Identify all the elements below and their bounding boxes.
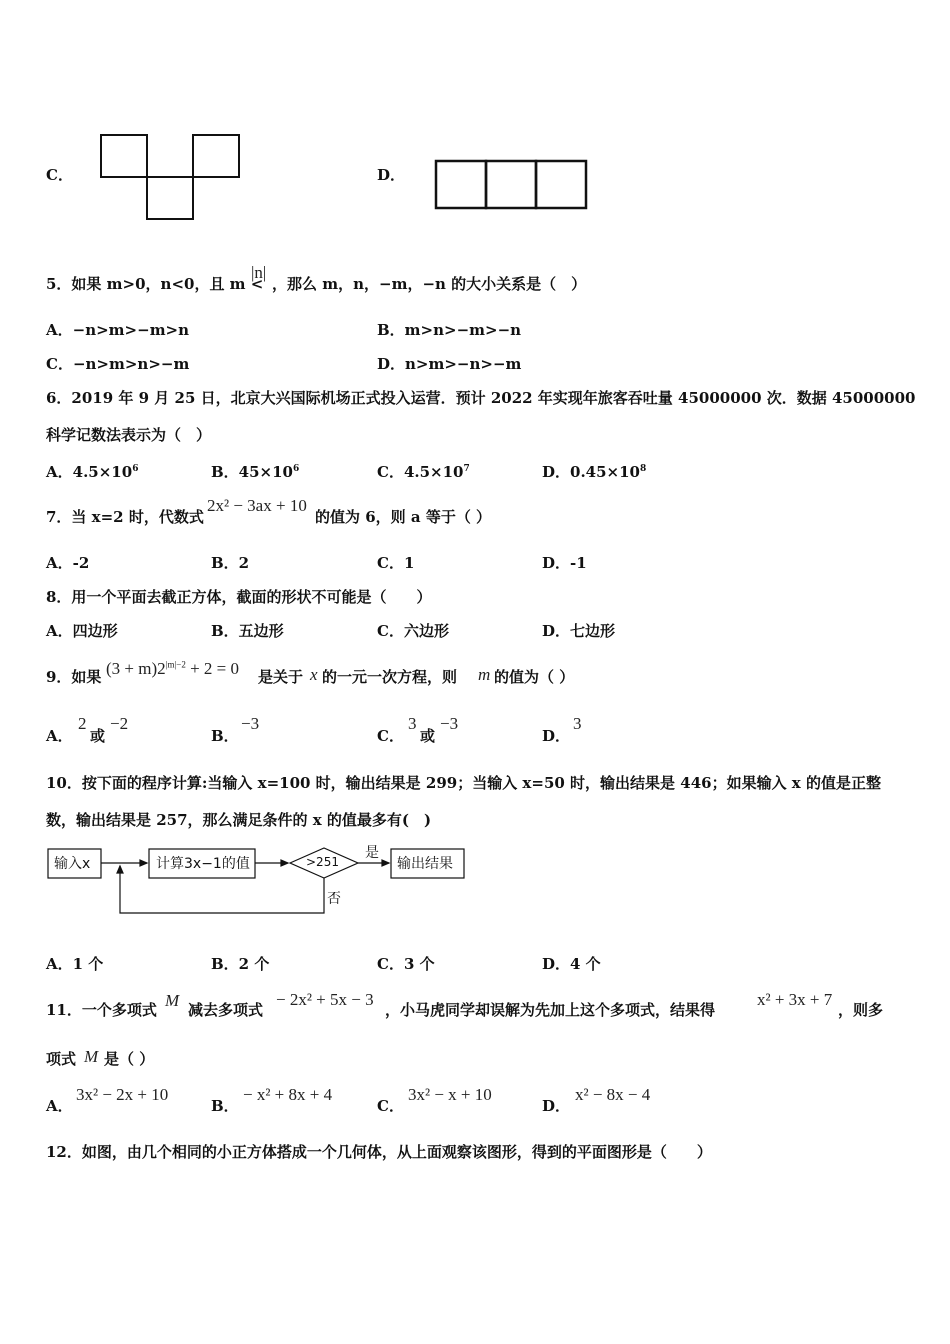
q10-option-b[interactable]: B．2 个 — [211, 955, 270, 973]
q7-stem-a: 7．当 x=2 时，代数式 — [46, 508, 204, 526]
q7-option-a[interactable]: A．-2 — [46, 554, 90, 572]
q9-option-d-label[interactable]: D． — [542, 727, 571, 745]
q9-stem-b: 是关于 — [258, 668, 304, 686]
q8-option-d[interactable]: D．七边形 — [542, 622, 616, 640]
flow-no-label: 否 — [327, 891, 341, 907]
q8-stem: 8．用一个平面去截正方体，截面的形状不可能是（ ） — [46, 588, 432, 606]
q9-stem-c: 的一元一次方程，则 — [322, 668, 458, 686]
q11-stem-b: 减去多项式 — [188, 1001, 264, 1019]
q6-option-a[interactable]: A．$4.5\times 10^6$ — [46, 463, 139, 481]
q11-option-a-label[interactable]: A． — [46, 1097, 73, 1115]
q9-var-m: m — [478, 665, 491, 684]
q5-option-c[interactable]: C．−n>m>n>−m — [46, 355, 190, 373]
q5-abs-n: |n| — [251, 263, 267, 282]
q6-option-d[interactable]: D．$0.45\times 10^8$ — [542, 463, 647, 481]
q10-option-d[interactable]: D．4 个 — [542, 955, 601, 973]
flow-compute-label: 计算3x−1的值 — [156, 856, 250, 872]
flow-input-label: 输入x — [54, 856, 91, 872]
q11-option-c-label[interactable]: C． — [377, 1097, 404, 1115]
q11-line2-b: 是（ ） — [104, 1050, 155, 1068]
q10-option-a[interactable]: A．1 个 — [46, 955, 104, 973]
q5-option-d[interactable]: D．n>m>−n>−m — [377, 355, 522, 373]
q11-expr1: − 2x² + 5x − 3 — [276, 990, 374, 1009]
q8-option-b[interactable]: B．五边形 — [211, 622, 284, 640]
q8-option-c[interactable]: C．六边形 — [377, 622, 449, 640]
q11-option-c-expr: 3x² − x + 10 — [408, 1085, 492, 1104]
option-d-label[interactable]: D． — [377, 166, 406, 184]
q9-option-a-v1: 2 — [78, 714, 87, 733]
q12-stem: 12．如图，由几个相同的小正方体搭成一个几何体，从上面观察该图形，得到的平面图形是（ ） — [46, 1143, 712, 1161]
q6-line2: 科学记数法表示为（ ） — [46, 426, 212, 444]
q6-option-b[interactable]: B．$45\times 10^6$ — [211, 463, 300, 481]
q9-stem-d: 的值为（ ） — [494, 668, 575, 686]
flow-yes-label: 是 — [365, 845, 379, 861]
q10-line2: 数，输出结果是 257，那么满足条件的 x 的值最多有( ) — [46, 811, 432, 829]
flow-output-label: 输出结果 — [397, 856, 453, 872]
q5-option-a[interactable]: A．−n>m>−m>n — [46, 321, 190, 339]
q9-option-c-v1: 3 — [408, 714, 417, 733]
q10-line1: 10．按下面的程序计算:当输入 x=100 时，输出结果是 299；当输入 x=50 时，输出结果是 446；如果输入 x 的值是正整 — [46, 774, 881, 792]
q9-var-x: x — [310, 665, 318, 684]
q7-stem-b: 的值为 6，则 a 等于（ ） — [315, 508, 492, 526]
q11-expr2: x² + 3x + 7 — [757, 990, 833, 1009]
q11-stem-c: ，小马虎同学却误解为先加上这个多项式，结果得 — [385, 1001, 716, 1019]
q11-stem-a: 11．一个多项式 — [46, 1001, 157, 1019]
q9-option-b-v1: −3 — [241, 714, 260, 733]
q9-option-a-or: 或 — [90, 727, 106, 745]
q10-option-c[interactable]: C．3 个 — [377, 955, 435, 973]
q11-var-m: M — [165, 991, 180, 1010]
q9-option-a-label[interactable]: A． — [46, 727, 73, 745]
q11-stem-d: ，则多 — [838, 1001, 884, 1019]
q9-expr: $(3 + m)2^{|m|-2} + 2 = 0$ — [106, 659, 240, 678]
q11-option-d-label[interactable]: D． — [542, 1097, 571, 1115]
q9-option-d-v1: 3 — [573, 714, 582, 733]
q7-option-b[interactable]: B．2 — [211, 554, 250, 572]
option-d-figure — [436, 161, 586, 208]
option-c-label[interactable]: C． — [46, 166, 73, 184]
q7-option-c[interactable]: C．1 — [377, 554, 415, 572]
q11-option-d-expr: x² − 8x − 4 — [575, 1085, 651, 1104]
q7-option-d[interactable]: D．-1 — [542, 554, 587, 572]
q5-option-b[interactable]: B．m>n>−m>−n — [377, 321, 522, 339]
q11-line2-a: 项式 — [46, 1050, 77, 1068]
q9-option-a-v2: −2 — [110, 714, 129, 733]
q11-option-b-label[interactable]: B． — [211, 1097, 239, 1115]
flow-compare-label: >251 — [306, 855, 339, 869]
q9-option-c-v2: −3 — [440, 714, 459, 733]
q9-stem-a: 9．如果 — [46, 668, 102, 686]
q8-option-a[interactable]: A．四边形 — [46, 622, 118, 640]
q7-expr: 2x² − 3ax + 10 — [207, 496, 307, 515]
option-c-figure — [101, 135, 239, 219]
q6-option-c[interactable]: C．$4.5\times 10^7$ — [377, 463, 470, 481]
q5-stem-a: 5．如果 m>0，n<0，且 m < — [46, 275, 264, 293]
q9-option-c-or: 或 — [420, 727, 436, 745]
q9-option-b-label[interactable]: B． — [211, 727, 239, 745]
q11-line2-m: M — [84, 1047, 99, 1066]
q5-stem-b: ，那么 m，n，−m，−n 的大小关系是（ ） — [272, 275, 587, 293]
q9-option-c-label[interactable]: C． — [377, 727, 404, 745]
q11-option-b-expr: − x² + 8x + 4 — [243, 1085, 333, 1104]
q6-line1: 6．2019 年 9 月 25 日，北京大兴国际机场正式投入运营．预计 2022 年实现年旅客吞吐量 45000000 次．数据 45000000 — [46, 389, 916, 407]
q11-option-a-expr: 3x² − 2x + 10 — [76, 1085, 169, 1104]
